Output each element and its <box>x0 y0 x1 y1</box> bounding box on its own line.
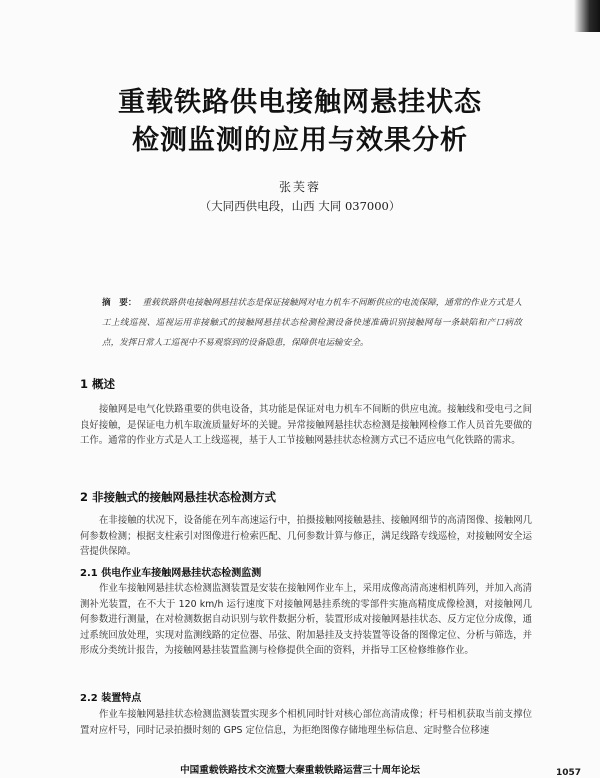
title-line-1: 重载铁路供电接触网悬挂状态 <box>118 87 482 118</box>
title-line-2: 检测监测的应用与效果分析 <box>132 125 468 156</box>
abstract-label: 摘 要： <box>102 298 137 308</box>
subsection-2-2-heading: 2.2 装置特点 <box>80 693 142 704</box>
subsection-2-1-paragraph: 作业车接触网悬挂状态检测监测装置是安装在接触网作业车上，采用成像高清高速相机阵列，并加入高清测补光装置，在不大于 120 km/h 运行速度下对接触网悬挂系统的零部件实施高精度成像检测，对接触网几何参数进行测量，在对检测数据自动识别与软件数据分析，装置形成对接触网悬挂状态、反方定位分成像，通过系统回放处理，实现对监测线路的定位器、吊弦、附加悬挂及支持装置等设备的图像定位、分析与筛选，并形成分类统计报告，为接触网悬挂装置监测与检修提供全面的资料，并指导工区检修维修作业。 <box>80 583 532 657</box>
abstract-text: 重载铁路供电接触网悬挂状态是保证接触网对电力机车不间断供应的电流保障，通常的作业方式是人工上线巡视、巡视运用非接触式的接触网悬挂状态检测检测设备快速准确识别接触网每一条缺陷和产口病故点，发挥日常人工巡视中不易观察到的设备隐患，保障供电运输安全。 <box>102 298 522 348</box>
page-number: 1057 <box>556 768 582 778</box>
section-1-paragraph: 接触网是电气化铁路重要的供电设备，其功能是保证对电力机车不间断的供应电流。接触线和受电弓之间良好接触，是保证电力机车取流质量好坏的关键。异常接触网悬挂状态检测是接触网检修工作人员首先要做的工作。通常的作业方式是人工上线巡视，基于人工节接触网悬挂状态检测方式已不适应电气化铁路的需求。 <box>80 404 532 447</box>
subsection-2-2-paragraph: 作业车接触网悬挂状态检测监测装置实现多个相机同时针对核心部位高清成像；杆号相机获取当前支撑位置对应杆号，同时记录拍摄时刻的 GPS 定位信息，为拒绝图像存储地理坐标信息、定时整合位移速 <box>80 709 532 736</box>
section-2-heading: 2 非接触式的接触网悬挂状态检测方式 <box>80 490 277 504</box>
abstract-block <box>102 293 522 353</box>
author-name: 张芙蓉 <box>278 180 321 194</box>
section-2-paragraph: 在非接触的状况下，设备能在列车高速运行中，拍摄接触网接触悬挂、接触网细节的高清图像、接触网几何参数检测；根据支柱索引对图像进行检索匹配、几何参数计算与修正，满足线路专线巡检，对接触网安全运营提供保障。 <box>80 515 532 558</box>
section-1-heading: 1 概述 <box>80 377 116 391</box>
running-footer: 中国重载铁路技术交流暨大秦重载铁路运营三十周年论坛 <box>180 765 420 776</box>
author-affiliation: （大同西供电段，山西 大同 037000） <box>199 199 401 213</box>
subsection-2-1-heading: 2.1 供电作业车接触网悬挂状态检测监测 <box>80 568 262 579</box>
scan-edge-shadow <box>574 0 600 32</box>
